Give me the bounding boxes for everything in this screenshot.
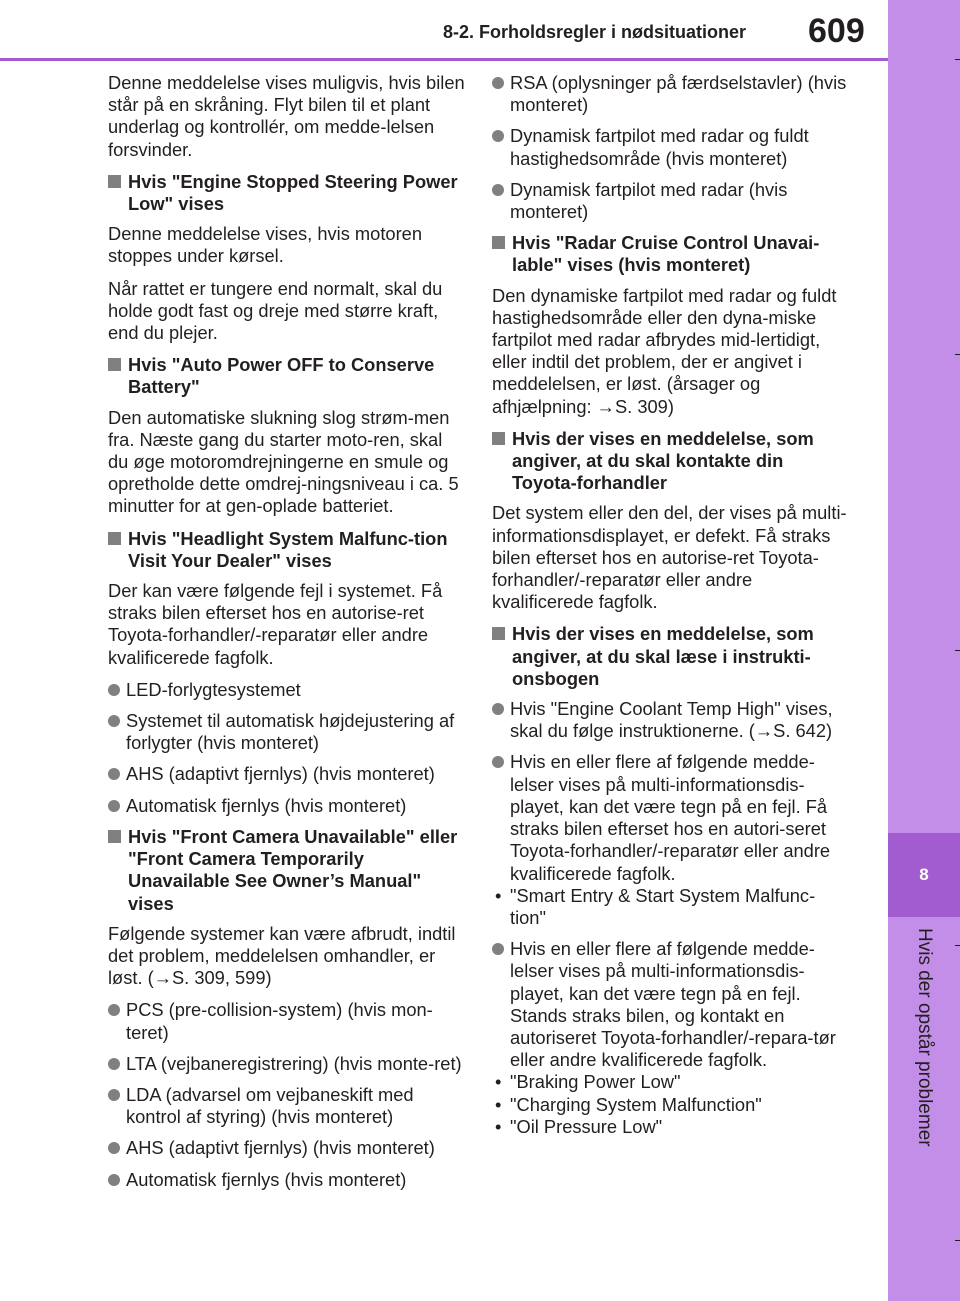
list-item: PCS (pre-collision-system) (hvis mon-teret) <box>108 999 466 1043</box>
paragraph: Når rattet er tungere end normalt, skal du holde godt fast og dreje med større kraft, end du plejer. <box>108 277 443 344</box>
chapter-title: Hvis der opstår problemer <box>914 928 935 1147</box>
section-heading: Hvis der vises en meddelelse, som angiver, at du skal kontakte din Toyota-forhandler <box>492 428 850 495</box>
trim-mark <box>955 59 960 60</box>
chapter-tab <box>888 833 960 917</box>
right-column <box>492 72 850 1147</box>
trim-mark <box>955 945 960 946</box>
sub-list-item: • "Oil Pressure Low" <box>492 1116 850 1138</box>
circle-bullet-icon <box>108 800 120 812</box>
list-item: Dynamisk fartpilot med radar og fuldt hastighedsområde (hvis monteret) <box>492 125 850 169</box>
trim-mark <box>955 1240 960 1241</box>
paragraph: Den automatiske slukning slog strøm-men fra. Næste gang du starter moto-ren, skal du øge motoromdrejningerne en smule og opretholde dette omdrej-ningsniveau i ca. 5 minutter for at gen-oplade batteriet. <box>108 406 459 517</box>
circle-bullet-icon <box>492 130 504 142</box>
circle-bullet-icon <box>108 1058 120 1070</box>
square-bullet-icon <box>492 432 505 445</box>
header-rule <box>0 58 888 61</box>
circle-bullet-icon <box>108 1174 120 1186</box>
list-item: Automatisk fjernlys (hvis monteret) <box>108 795 466 817</box>
section-heading: Hvis "Auto Power OFF to Conserve Battery" <box>108 354 466 398</box>
left-column <box>108 72 466 1200</box>
section-heading: Hvis "Radar Cruise Control Unavai-lable" vises (hvis monteret) <box>492 232 850 276</box>
square-bullet-icon <box>108 358 121 371</box>
section-heading: Hvis "Front Camera Unavailable" eller "Front Camera Temporarily Unavailable See Owner’s Manual" vises <box>108 826 466 915</box>
dot-marker: • <box>495 1115 502 1137</box>
sub-list-item: • "Braking Power Low" <box>492 1071 850 1093</box>
dot-marker: • <box>495 1093 502 1115</box>
circle-bullet-icon <box>108 715 120 727</box>
list-item: LDA (advarsel om vejbaneskift med kontrol af styring) (hvis monteret) <box>108 1084 466 1128</box>
chapter-number: 8 <box>919 865 929 884</box>
circle-bullet-icon <box>492 77 504 89</box>
square-bullet-icon <box>108 532 121 545</box>
list-item: RSA (oplysninger på færdselstavler) (hvis monteret) <box>492 72 850 116</box>
list-item: LTA (vejbaneregistrering) (hvis monte-ret) <box>108 1053 466 1075</box>
square-bullet-icon <box>492 236 505 249</box>
circle-bullet-icon <box>108 684 120 696</box>
circle-bullet-icon <box>492 184 504 196</box>
dot-marker: • <box>495 884 502 906</box>
circle-bullet-icon <box>108 1089 120 1101</box>
sub-list <box>492 885 850 929</box>
square-bullet-icon <box>108 175 121 188</box>
circle-bullet-icon <box>492 943 504 955</box>
square-bullet-icon <box>108 830 121 843</box>
page-number: 609 <box>808 12 865 50</box>
list-item: AHS (adaptivt fjernlys) (hvis monteret) <box>108 1137 466 1159</box>
circle-bullet-icon <box>492 756 504 768</box>
circle-bullet-icon <box>108 1004 120 1016</box>
list-item: Automatisk fjernlys (hvis monteret) <box>108 1169 466 1191</box>
paragraph: Der kan være følgende fejl i systemet. Få straks bilen efterset hos en autorise-ret Toyota-forhandler/-reparatør eller andre kvalificerede fagfolk. <box>108 580 443 668</box>
paragraph: Det system eller den del, der vises på multi-informationsdisplayet, er defekt. Få straks bilen efterset hos en autorise-ret Toyota-forhandler/-reparatør eller andre kvalificerede fagfolk. <box>492 502 847 613</box>
trim-mark <box>955 650 960 651</box>
chapter-title-container <box>888 928 960 1178</box>
list-item: Dynamisk fartpilot med radar (hvis monteret) <box>492 179 850 223</box>
paragraph: Denne meddelelse vises, hvis motoren stoppes under kørsel. <box>108 223 422 267</box>
dot-marker: • <box>495 1071 502 1093</box>
sub-list <box>492 1071 850 1138</box>
list-item: Systemet til automatisk højdejustering af forlygter (hvis monteret) <box>108 710 466 754</box>
circle-bullet-icon <box>108 768 120 780</box>
paragraph: Den dynamiske fartpilot med radar og fuldt hastighedsområde eller den dyna-miske fartpilot med radar afbrydes mid-lertidigt, eller indtil det problem, der er angivet i meddelelsen, er løst. (årsager og afhjælpning: →S. 309) <box>492 284 837 417</box>
list-item: Hvis "Engine Coolant Temp High" vises, skal du følge instruktionerne. (→S. 642) <box>492 698 850 742</box>
section-heading: Hvis der vises en meddelelse, som angiver, at du skal læse i instrukti-onsbogen <box>492 623 850 690</box>
list-item: Hvis en eller flere af følgende medde-lelser vises på multi-informationsdis-playet, kan det være tegn på en fejl. Stands straks bilen, og kontakt en autoriseret Toyota-forhandler/-repara-tør eller andre kvalificerede fagfolk. <box>492 938 850 1071</box>
sub-list-item: • "Smart Entry & Start System Malfunc-tion" <box>492 885 850 929</box>
trim-mark <box>955 354 960 355</box>
list-item: AHS (adaptivt fjernlys) (hvis monteret) <box>108 763 466 785</box>
section-header: 8-2. Forholdsregler i nødsituationer <box>443 22 747 42</box>
circle-bullet-icon <box>492 703 504 715</box>
circle-bullet-icon <box>108 1142 120 1154</box>
section-heading: Hvis "Engine Stopped Steering Power Low" vises <box>108 171 466 215</box>
list-item: Hvis en eller flere af følgende medde-lelser vises på multi-informationsdis-playet, kan det være tegn på en fejl. Få straks bilen efterset hos en autori-seret Toyota-forhandler/-reparatør eller andre kvalificerede fagfolk. <box>492 751 850 884</box>
square-bullet-icon <box>492 627 505 640</box>
section-heading: Hvis "Headlight System Malfunc-tion Visit Your Dealer" vises <box>108 528 466 572</box>
list-item: LED-forlygtesystemet <box>108 679 466 701</box>
paragraph: Denne meddelelse vises muligvis, hvis bilen står på en skråning. Flyt bilen til et plant underlag og kontrollér, om medde-lelsen forsvinder. <box>108 72 465 160</box>
sub-list-item: • "Charging System Malfunction" <box>492 1094 850 1116</box>
paragraph: Følgende systemer kan være afbrudt, indtil det problem, meddelelsen omhandler, er løst. (→S. 309, 599) <box>108 922 456 989</box>
